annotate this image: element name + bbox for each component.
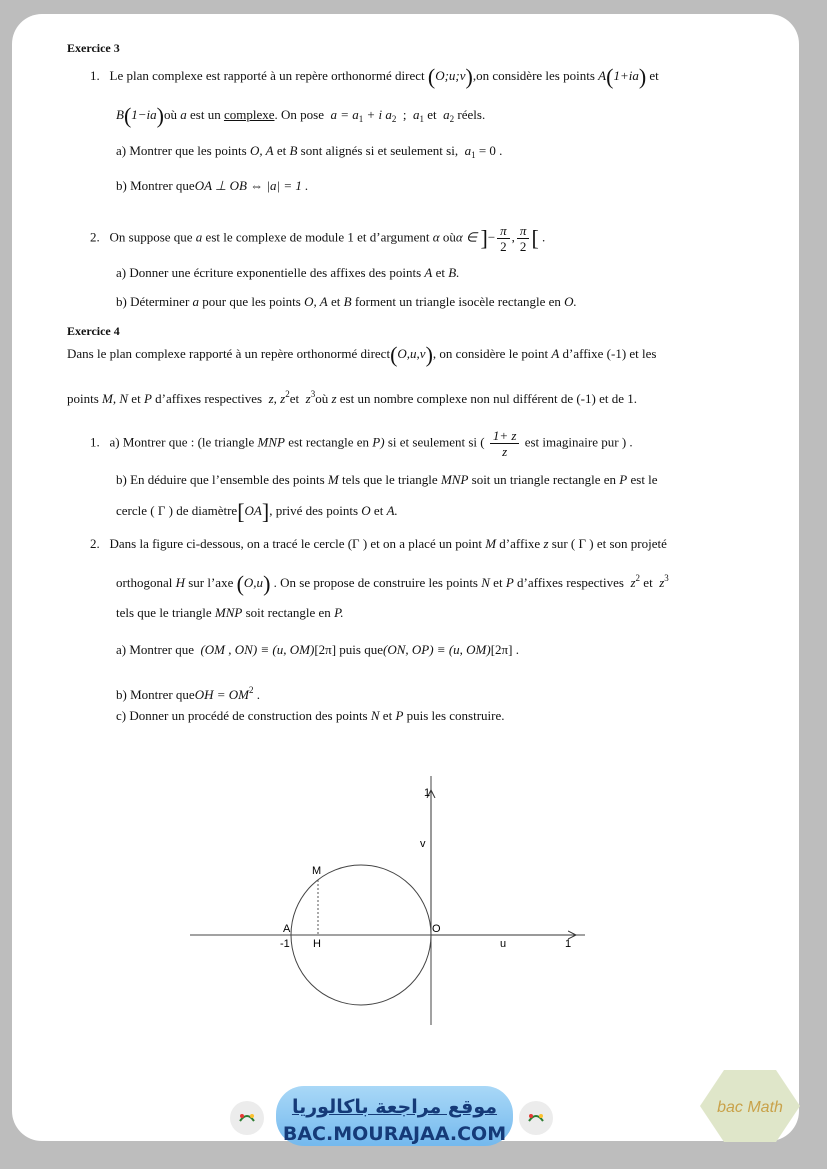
ex3-q1-line1: 1. Le plan complexe est rapporté à un repère orthonormé direct (O;u;v),on considère les points A(1+ia) et <box>90 64 659 90</box>
ex4-p1b-line1: b) En déduire que l’ensemble des points M tels que le triangle MNP soit un triangle rectangle en P est le <box>116 472 658 487</box>
ex4-p2a: a) Montrer que (OM , ON) ≡ (u, OM)[2π] puis que(ON, OP) ≡ (u, OM)[2π] . <box>116 642 519 657</box>
ex4-p2c: c) Donner un procédé de construction des points N et P puis les construire. <box>116 708 505 723</box>
ex3-title: Exercice 3 <box>67 41 120 55</box>
ex4-p2-line1: 2. Dans la figure ci-dessous, on a tracé le cercle (Γ ) et on a placé un point M d’affixe z sur ( Γ ) et son projeté <box>90 536 667 551</box>
circle-figure <box>180 770 600 1035</box>
right-site-logo <box>519 1101 553 1135</box>
ex3-q1a: a) Montrer que les points O, A et B sont alignés si et seulement si, $a_1 = 0$ . <box>116 143 503 160</box>
label-u: u <box>500 938 507 950</box>
label-minus-1: -1 <box>280 938 290 950</box>
ex4-intro-line1: Dans le plan complexe rapporté à un repère orthonormé direct(O,u,v), on considère le point A d’affixe (-1) et les <box>67 342 657 368</box>
ex4-title: Exercice 4 <box>67 324 120 338</box>
ex4-intro-line2: points M, N et P d’affixes respectives z, $z^2et$ $z^3où$ z est un nombre complexe non nul différent de (-1) et de 1. <box>67 389 637 406</box>
left-site-logo <box>230 1101 264 1135</box>
label-M: M <box>312 865 322 877</box>
ex4-p2-line3: tels que le triangle MNP soit rectangle en P. <box>116 605 344 620</box>
label-H: H <box>313 938 321 950</box>
footer-site-link[interactable]: BAC.MOURAJAA.COM <box>282 1123 507 1145</box>
label-1-right: 1 <box>565 938 572 950</box>
ex4-p1a: 1. a) Montrer que : (le triangle MNP est rectangle en P) si et seulement si ( $\frac{1+ z}{z}$ est imaginaire pur ) . <box>90 428 633 459</box>
label-v: v <box>420 838 426 850</box>
ex3-q2b: b) Déterminer a pour que les points O, A et B forment un triangle isocèle rectangle en O. <box>116 294 577 309</box>
ex3-q2: 2. On suppose que a est le complexe de module 1 et d’argument α oùα ∈ ]− $\frac{\pi}{2}$ , $\frac{\pi}{2}$ [ . <box>90 223 546 254</box>
bac-math-logo <box>698 1068 802 1144</box>
ex4-p1b-line2: cercle ( Γ ) de diamètre[OA], privé des points O et A. <box>116 499 398 525</box>
ex3-q1-line2: B(1−ia)où a est un complexe. On pose $a = a_1 + i$ $a_2$ ; $a_1$ et $a_2$ réels. <box>116 103 486 129</box>
ex3-q2a: a) Donner une écriture exponentielle des affixes des points A et B. <box>116 265 460 280</box>
ex4-p2-line2: orthogonal H sur l’axe (O,u) . On se propose de construire les points N et P d’affixes respectives $z^2$ et $z^3$ <box>116 571 669 597</box>
label-A: A <box>283 923 291 935</box>
footer-arabic-title[interactable]: موقع مراجعة باكالوريا <box>291 1096 498 1118</box>
ex4-p2b: b) Montrer queOH = $OM^2$ . <box>116 685 260 702</box>
label-O: O <box>432 923 441 935</box>
label-1-top: 1 <box>424 787 431 799</box>
svg-text:bac Math: bac Math <box>717 1099 783 1116</box>
ex3-q1b: b) Montrer queOA ⊥ OB ⇔ |a| = 1 . <box>116 178 309 193</box>
